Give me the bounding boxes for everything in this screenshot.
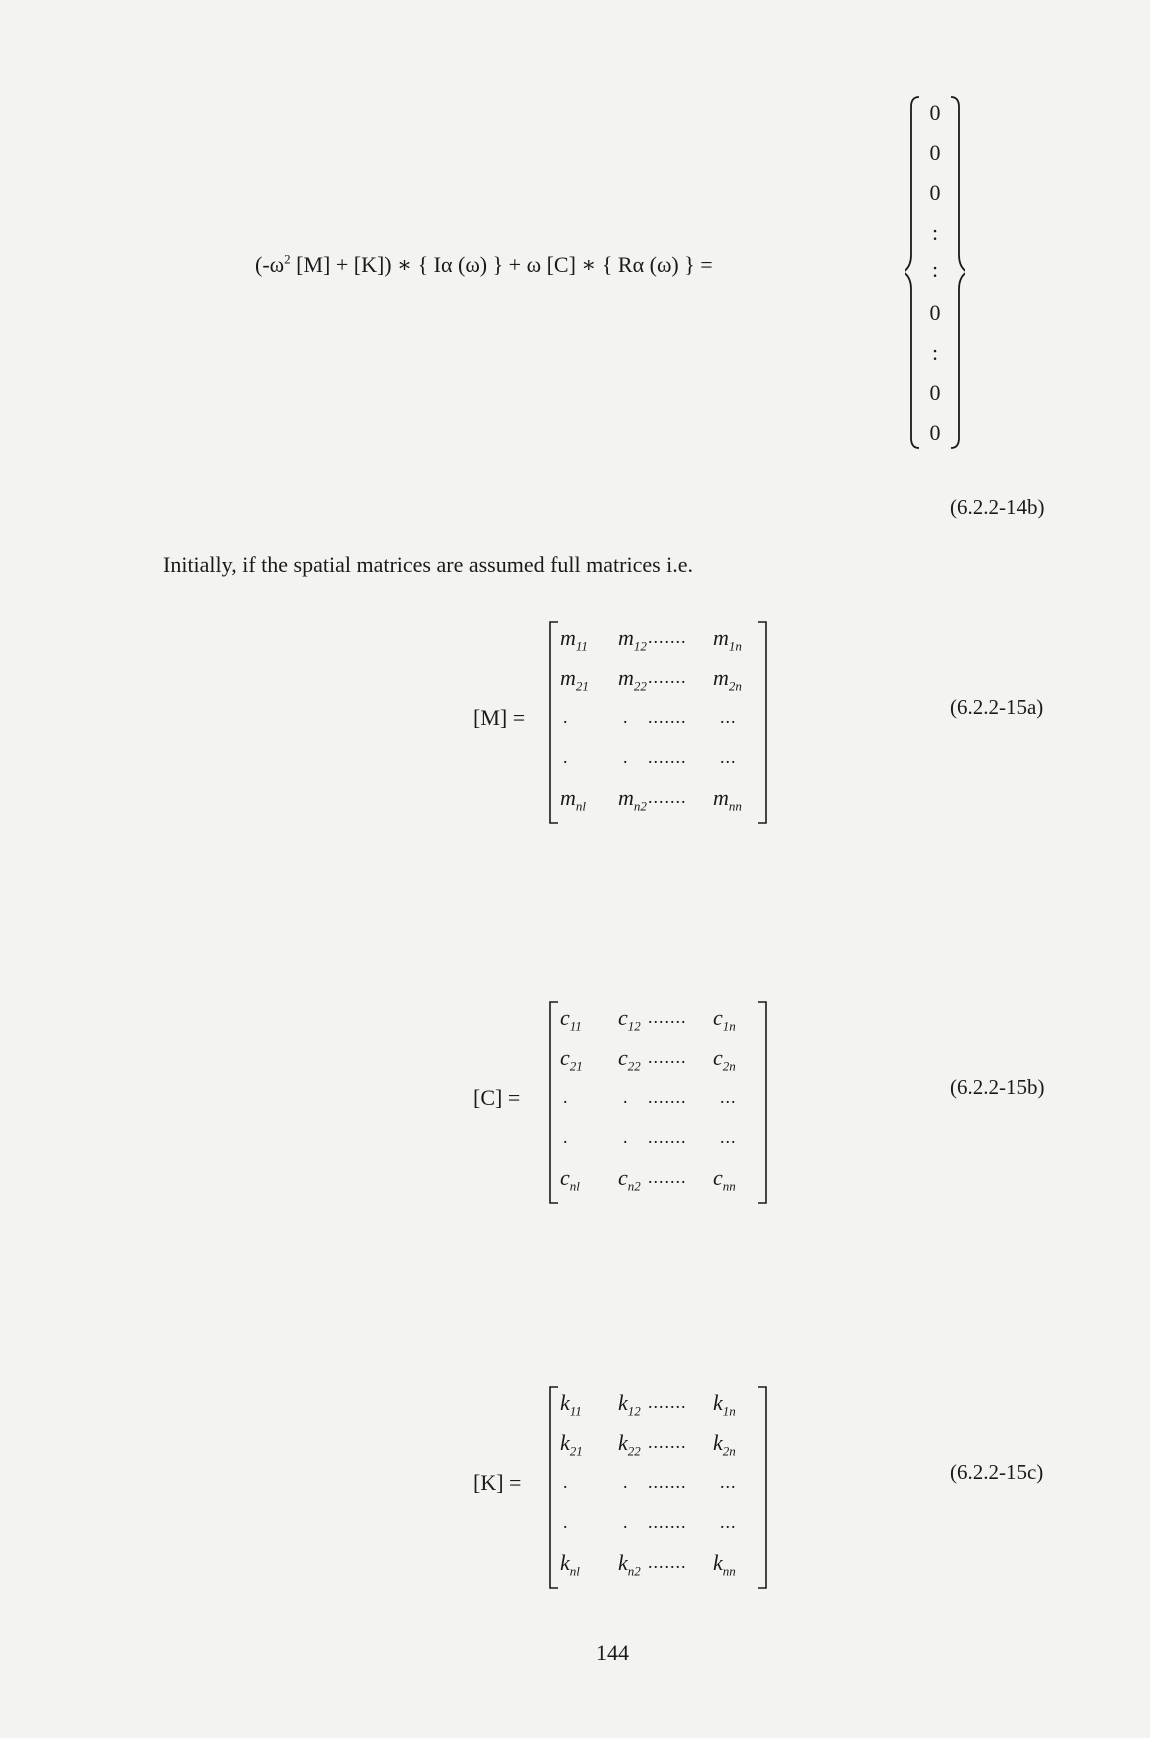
equation-power: 2 — [284, 251, 291, 267]
ellipsis: ....... — [648, 1047, 687, 1067]
matrix-entry: $m_{nn}$ — [713, 785, 742, 814]
matrix-entry: $c_{22}$ — [618, 1045, 641, 1074]
equation-label-mass: (6.2.2-15a) — [950, 695, 1044, 719]
damping-matrix-lhs: [C] = — [473, 1085, 521, 1110]
ellipsis: ....... — [648, 787, 687, 807]
ellipsis: ... — [720, 1472, 737, 1492]
ellipsis: ....... — [648, 1392, 687, 1412]
vector-entry: : — [931, 220, 939, 245]
ellipsis: . — [623, 1087, 629, 1107]
vector-entry: : — [931, 257, 939, 282]
ellipsis: ....... — [648, 1512, 687, 1532]
ellipsis: ....... — [648, 667, 687, 687]
right-bracket — [758, 1002, 766, 1203]
ellipsis: ... — [720, 707, 737, 727]
matrix-entry: $k_{22}$ — [618, 1430, 641, 1459]
matrix-entry: $c_{21}$ — [560, 1045, 583, 1074]
damping-matrix — [548, 1000, 770, 1205]
ellipsis: ....... — [648, 627, 687, 647]
ellipsis: . — [623, 1472, 629, 1492]
ellipsis: ... — [720, 747, 737, 767]
matrix-entry: $m_{2n}$ — [713, 665, 742, 694]
matrix-entry: $c_{nn}$ — [713, 1165, 736, 1194]
equation-label-stiffness: (6.2.2-15c) — [950, 1460, 1044, 1484]
vector-entry: 0 — [929, 180, 941, 205]
ellipsis: . — [563, 1512, 569, 1532]
matrix-entry: $c_{2n}$ — [713, 1045, 736, 1074]
right-bracket — [758, 1387, 766, 1588]
matrix-entry: $k_{12}$ — [618, 1390, 641, 1419]
body-paragraph: Initially, if the spatial matrices are assumed full matrices i.e. — [163, 552, 694, 577]
matrix-entry: $k_{11}$ — [560, 1390, 582, 1419]
matrix-entry: $m_{22}$ — [618, 665, 647, 694]
ellipsis: ....... — [648, 1127, 687, 1147]
ellipsis: ....... — [648, 1472, 687, 1492]
matrix-entry: $m_{11}$ — [560, 625, 588, 654]
right-bracket — [758, 622, 766, 823]
matrix-entry: $m_{1n}$ — [713, 625, 742, 654]
mass-matrix — [548, 620, 770, 825]
matrix-entry: $m_{n2}$ — [618, 785, 647, 814]
matrix-entry: $k_{nn}$ — [713, 1550, 736, 1579]
ellipsis: . — [563, 1087, 569, 1107]
left-bracket — [550, 622, 558, 823]
matrix-entry: $c_{n2}$ — [618, 1165, 641, 1194]
ellipsis: ....... — [648, 1167, 687, 1187]
ellipsis: ....... — [648, 747, 687, 767]
ellipsis: ....... — [648, 707, 687, 727]
matrix-entry: $c_{nl}$ — [560, 1165, 580, 1194]
equation-label-14b: (6.2.2-14b) — [950, 495, 1045, 519]
vector-entry: : — [931, 340, 939, 365]
ellipsis: . — [623, 707, 629, 727]
matrix-entry: $c_{1n}$ — [713, 1005, 736, 1034]
ellipsis: . — [563, 707, 569, 727]
ellipsis: . — [623, 1127, 629, 1147]
ellipsis: . — [623, 747, 629, 767]
matrix-entry: $k_{1n}$ — [713, 1390, 736, 1419]
vector-entry: 0 — [929, 140, 941, 165]
ellipsis: ....... — [648, 1087, 687, 1107]
matrix-entry: $k_{21}$ — [560, 1430, 583, 1459]
left-bracket — [550, 1002, 558, 1203]
equation-terms: [M] + [K]) ∗ { Iα (ω) } + ω [C] ∗ { Rα (ω) } = — [290, 252, 713, 277]
ellipsis: . — [563, 747, 569, 767]
vector-entry: 0 — [929, 300, 941, 325]
ellipsis: ....... — [648, 1432, 687, 1452]
matrix-entry: $k_{nl}$ — [560, 1550, 580, 1579]
matrix-entry: $k_{n2}$ — [618, 1550, 641, 1579]
matrix-entry: $c_{11}$ — [560, 1005, 582, 1034]
vector-entry: 0 — [929, 380, 941, 405]
mass-matrix-lhs: [M] = — [473, 705, 526, 730]
page-number: 144 — [596, 1640, 629, 1665]
ellipsis: ....... — [648, 1552, 687, 1572]
ellipsis: ... — [720, 1087, 737, 1107]
left-bracket — [550, 1387, 558, 1588]
stiffness-matrix-lhs: [K] = — [473, 1470, 522, 1495]
ellipsis: ....... — [648, 1007, 687, 1027]
vector-entry: 0 — [929, 100, 941, 125]
ellipsis: . — [563, 1127, 569, 1147]
zero-vector — [905, 95, 965, 450]
equation-14b — [255, 252, 713, 278]
ellipsis: . — [623, 1512, 629, 1532]
matrix-entry: $m_{nl}$ — [560, 785, 587, 814]
matrix-entry: $k_{2n}$ — [713, 1430, 736, 1459]
ellipsis: . — [563, 1472, 569, 1492]
matrix-entry: $m_{12}$ — [618, 625, 647, 654]
equation-lhs-prefix: (-ω — [255, 252, 285, 277]
stiffness-matrix — [548, 1385, 770, 1590]
ellipsis: ... — [720, 1127, 737, 1147]
equation-label-damping: (6.2.2-15b) — [950, 1075, 1045, 1099]
matrix-entry: $c_{12}$ — [618, 1005, 641, 1034]
ellipsis: ... — [720, 1512, 737, 1532]
vector-entry: 0 — [929, 420, 941, 445]
matrix-entry: $m_{21}$ — [560, 665, 589, 694]
